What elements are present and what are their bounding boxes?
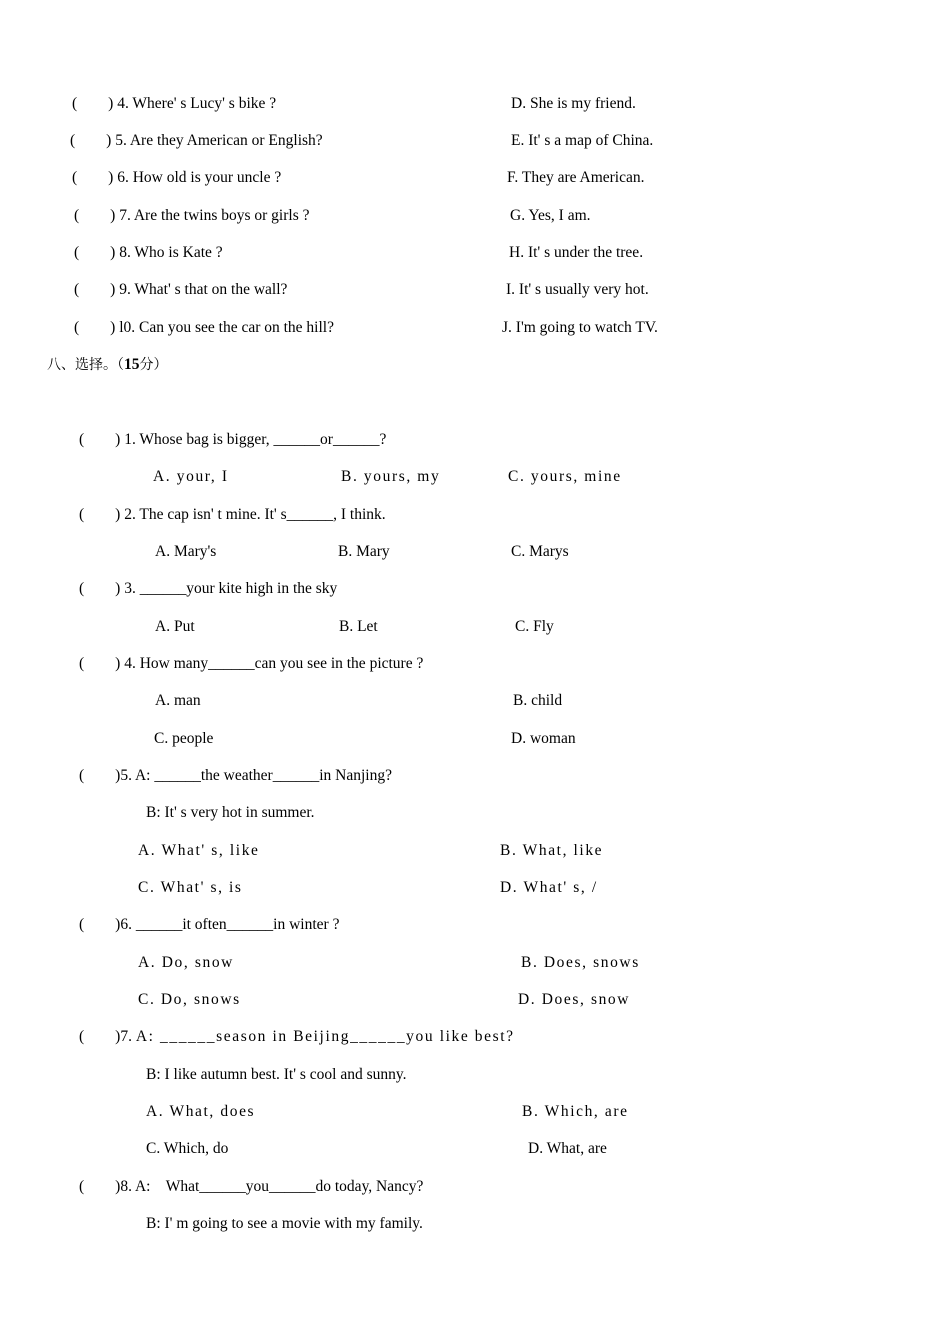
- question-2-stem: ( ) 2. The cap isn' t mine. It' s______, I think.: [79, 506, 386, 523]
- question-4-option-b: B. child: [513, 692, 563, 709]
- match-answer-f: F. They are American.: [507, 169, 645, 186]
- question-7-text: A: ______season in Beijing______you like best?: [135, 1028, 515, 1045]
- match-question-4: ( ) 4. Where' s Lucy' s bike ?: [72, 95, 277, 112]
- question-5-option-a: A. What' s, like: [138, 842, 260, 859]
- question-5-option-d: D. What' s, /: [500, 879, 598, 896]
- question-1-option-b: B. yours, my: [341, 468, 441, 485]
- section-8-heading: [47, 355, 168, 375]
- question-5-reply: B: It' s very hot in summer.: [146, 804, 315, 821]
- question-6-option-c: C. Do, snows: [138, 991, 241, 1008]
- question-6-option-d: D. Does, snow: [518, 991, 631, 1008]
- match-question-9: ( ) 9. What' s that on the wall?: [74, 281, 288, 298]
- question-7-number: ( )7.: [79, 1028, 132, 1045]
- question-8-stem: ( )8. A: What______you______do today, Nancy?: [79, 1178, 424, 1195]
- question-7-option-c: C. Which, do: [146, 1140, 229, 1157]
- question-2-option-c: C. Marys: [511, 543, 569, 560]
- question-4-option-c: C. people: [154, 730, 214, 747]
- match-question-5: ( ) 5. Are they American or English?: [70, 132, 323, 149]
- question-7-reply: B: I like autumn best. It' s cool and sunny.: [146, 1066, 407, 1083]
- question-6-stem: ( )6. ______it often______in winter ?: [79, 916, 340, 933]
- question-5-stem: ( )5. A: ______the weather______in Nanjing?: [79, 767, 392, 784]
- match-question-6: ( ) 6. How old is your uncle ?: [72, 169, 282, 186]
- match-question-10: ( ) l0. Can you see the car on the hill?: [74, 319, 334, 336]
- question-3-stem: ( ) 3. ______your kite high in the sky: [79, 580, 338, 597]
- question-4-stem: ( ) 4. How many______can you see in the picture ?: [79, 655, 424, 672]
- question-2-option-b: B. Mary: [338, 543, 390, 560]
- section-title: 八、选择。（: [47, 357, 124, 373]
- question-3-option-a: A. Put: [155, 618, 195, 635]
- question-1-option-c: C. yours, mine: [508, 468, 622, 485]
- question-5-option-b: B. What, like: [500, 842, 604, 859]
- question-4-option-d: D. woman: [511, 730, 576, 747]
- match-answer-j: J. I'm going to watch TV.: [502, 319, 658, 336]
- match-answer-g: G. Yes, I am.: [510, 207, 591, 224]
- section-score-unit: 分）: [139, 357, 168, 373]
- question-3-option-b: B. Let: [339, 618, 378, 635]
- question-5-option-c: C. What' s, is: [138, 879, 243, 896]
- match-answer-d: D. She is my friend.: [511, 95, 636, 112]
- section-score: 15: [124, 356, 140, 373]
- question-7-option-a: A. What, does: [146, 1103, 256, 1120]
- question-1-option-a: A. your, I: [153, 468, 229, 485]
- match-answer-i: I. It' s usually very hot.: [506, 281, 649, 298]
- question-6-option-a: A. Do, snow: [138, 954, 234, 971]
- question-8-reply: B: I' m going to see a movie with my family.: [146, 1215, 423, 1232]
- match-question-8: ( ) 8. Who is Kate ?: [74, 244, 223, 261]
- match-answer-e: E. It' s a map of China.: [511, 132, 654, 149]
- match-question-7: ( ) 7. Are the twins boys or girls ?: [74, 207, 310, 224]
- question-7-option-d: D. What, are: [528, 1140, 607, 1157]
- match-answer-h: H. It' s under the tree.: [509, 244, 644, 261]
- question-7-option-b: B. Which, are: [522, 1103, 629, 1120]
- question-4-option-a: A. man: [155, 692, 201, 709]
- question-3-option-c: C. Fly: [515, 618, 554, 635]
- question-7-stem: [79, 1027, 515, 1047]
- question-6-option-b: B. Does, snows: [521, 954, 640, 971]
- question-1-stem: ( ) 1. Whose bag is bigger, ______or______?: [79, 431, 387, 448]
- question-2-option-a: A. Mary's: [155, 543, 217, 560]
